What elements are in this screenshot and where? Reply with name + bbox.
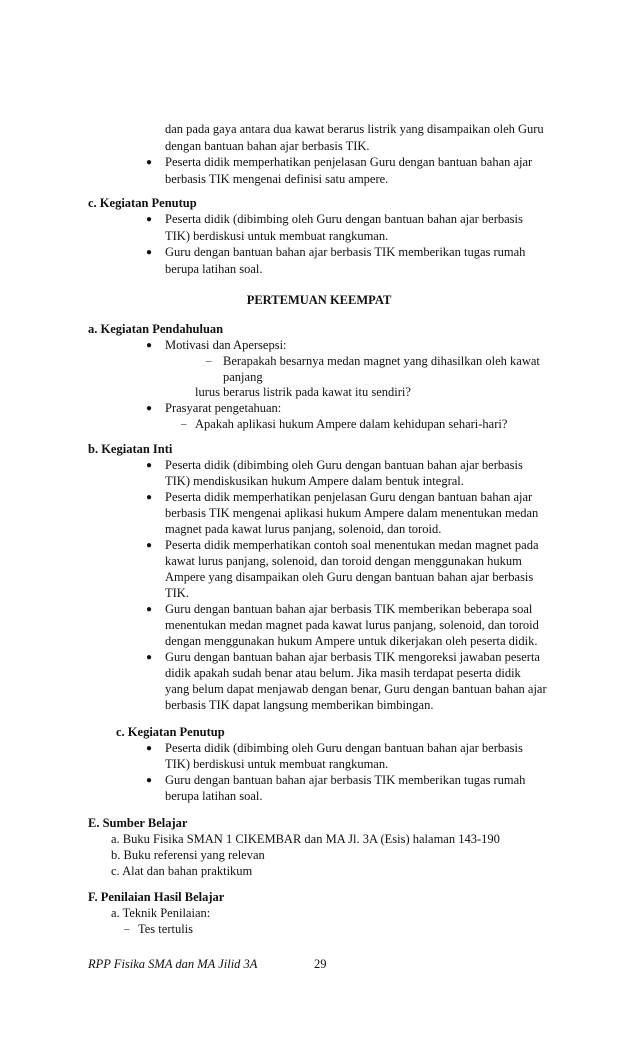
text-line: Peserta didik (dibimbing oleh Guru dengan bantuan bahan ajar berbasis xyxy=(165,458,523,472)
text-line: dengan bantuan bahan ajar berbasis TIK. xyxy=(165,139,370,153)
text-line: Peserta didik (dibimbing oleh Guru dengan bantuan bahan ajar berbasis xyxy=(165,212,523,226)
bullet-icon: ● xyxy=(146,604,153,615)
section-heading: c. Kegiatan Penutup xyxy=(116,725,225,739)
list-item: c. Alat dan bahan praktikum xyxy=(111,864,253,878)
text-line: berbasis TIK mengenai aplikasi hukum Ampere dalam menentukan medan xyxy=(165,506,539,520)
text-line: Prasyarat pengetahuan: xyxy=(165,401,282,415)
text-line: Peserta didik memperhatikan contoh soal menentukan medan magnet pada xyxy=(165,538,539,552)
text-line: lurus berarus listrik pada kawat itu sendiri? xyxy=(195,385,411,399)
list-item: a. Buku Fisika SMAN 1 CIKEMBAR dan MA Jl. 3A (Esis) halaman 143-190 xyxy=(111,832,500,846)
list-item: a. Teknik Penilaian: xyxy=(111,906,211,920)
text-line: Peserta didik memperhatikan penjelasan Guru dengan bantuan bahan ajar xyxy=(165,490,533,504)
section-heading: F. Penilaian Hasil Belajar xyxy=(88,890,225,904)
bullet-icon: ● xyxy=(146,460,153,471)
section-heading: b. Kegiatan Inti xyxy=(88,442,173,456)
text-line: didik apakah sudah benar atau belum. Jika masih terdapat peserta didik xyxy=(165,666,521,680)
text-line: Peserta didik memperhatikan penjelasan Guru dengan bantuan bahan ajar xyxy=(165,155,533,169)
text-line: TIK) mendiskusikan hukum Ampere dalam bentuk integral. xyxy=(165,474,464,488)
section-heading: a. Kegiatan Pendahuluan xyxy=(88,322,224,336)
bullet-icon: ● xyxy=(146,492,153,503)
text-line: Peserta didik (dibimbing oleh Guru dengan bantuan bahan ajar berbasis xyxy=(165,741,523,755)
footer-book-title: RPP Fisika SMA dan MA Jilid 3A xyxy=(88,957,258,971)
text-line: berbasis TIK dapat langsung memberikan bimbingan. xyxy=(165,698,434,712)
text-line: Ampere yang disampaikan oleh Guru dengan bantuan bahan ajar berbasis xyxy=(165,570,534,584)
bullet-icon: ● xyxy=(146,157,153,168)
bullet-icon: ● xyxy=(146,775,153,786)
text-line: Guru dengan bantuan bahan ajar berbasis TIK memberikan tugas rumah xyxy=(165,245,526,259)
bullet-icon: ● xyxy=(146,340,153,351)
text-line: panjang xyxy=(223,370,263,384)
section-heading: c. Kegiatan Penutup xyxy=(88,196,197,210)
list-item: Tes tertulis xyxy=(138,922,194,936)
bullet-icon: ● xyxy=(146,652,153,663)
dash-icon: – xyxy=(181,418,187,430)
section-heading: E. Sumber Belajar xyxy=(88,816,188,830)
text-line: berupa latihan soal. xyxy=(165,789,263,803)
text-line: Motivasi dan Apersepsi: xyxy=(165,338,287,352)
text-line: TIK) berdiskusi untuk membuat rangkuman. xyxy=(165,757,389,771)
text-line: kawat lurus panjang, solenoid, dan toroid dengan menggunakan hukum xyxy=(165,554,522,568)
bullet-icon: ● xyxy=(146,247,153,258)
bullet-icon: ● xyxy=(146,214,153,225)
text-line: dan pada gaya antara dua kawat berarus listrik yang disampaikan oleh Guru xyxy=(165,122,544,136)
dash-icon: – xyxy=(124,923,130,935)
text-line: Guru dengan bantuan bahan ajar berbasis TIK memberikan tugas rumah xyxy=(165,773,526,787)
bullet-icon: ● xyxy=(146,403,153,414)
bullet-icon: ● xyxy=(146,743,153,754)
text-line: menentukan medan magnet pada kawat lurus panjang, solenoid, dan toroid xyxy=(165,618,539,632)
text-line: yang belum dapat menjawab dengan benar, Guru dengan bantuan bahan ajar xyxy=(165,682,547,696)
text-line: Berapakah besarnya medan magnet yang dihasilkan oleh kawat xyxy=(223,354,540,368)
list-item: b. Buku referensi yang relevan xyxy=(111,848,265,862)
text-line: TIK) berdiskusi untuk membuat rangkuman. xyxy=(165,229,389,243)
text-line: Apakah aplikasi hukum Ampere dalam kehidupan sehari-hari? xyxy=(195,417,508,431)
text-line: magnet pada kawat lurus panjang, solenoid, dan toroid. xyxy=(165,522,442,536)
dash-icon: – xyxy=(206,355,212,367)
page-number: 29 xyxy=(314,957,327,971)
text-line: TIK. xyxy=(165,586,189,600)
text-line: Guru dengan bantuan bahan ajar berbasis TIK mengoreksi jawaban peserta xyxy=(165,650,540,664)
text-line: dengan menggunakan hukum Ampere untuk dikerjakan oleh peserta didik. xyxy=(165,634,538,648)
meeting-title: PERTEMUAN KEEMPAT xyxy=(246,293,392,307)
text-line: berbasis TIK mengenai definisi satu ampere. xyxy=(165,172,389,186)
bullet-icon: ● xyxy=(146,540,153,551)
text-line: berupa latihan soal. xyxy=(165,262,263,276)
text-line: Guru dengan bantuan bahan ajar berbasis TIK memberikan beberapa soal xyxy=(165,602,533,616)
